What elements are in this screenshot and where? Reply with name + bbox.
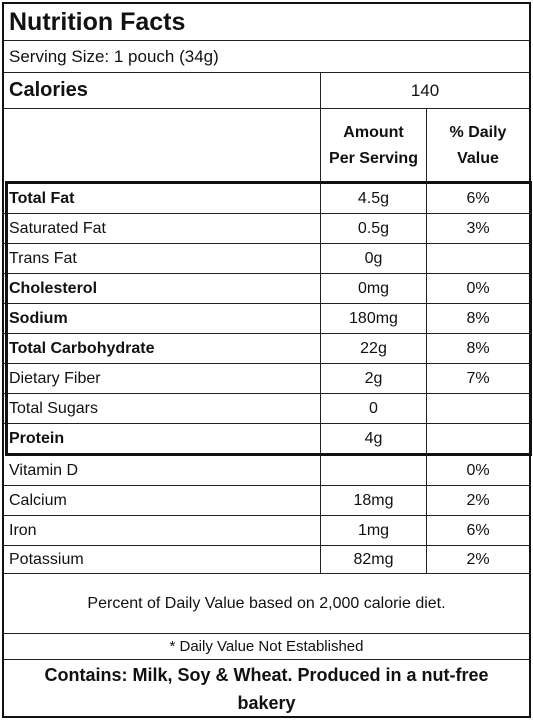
nutrient-name: Total Fat <box>4 184 321 213</box>
vitamin-amount: 18mg <box>321 486 427 515</box>
nutrient-row <box>4 424 529 454</box>
nutrient-name: Total Carbohydrate <box>4 334 321 363</box>
nutrient-name: Saturated Fat <box>4 214 321 243</box>
vitamin-row <box>4 486 529 516</box>
nutrient-amount: 0g <box>321 244 427 273</box>
nutrient-row <box>4 244 529 274</box>
vitamin-daily-value: 0% <box>466 461 490 479</box>
vitamin-amount: 82mg <box>321 546 427 573</box>
nutrient-name: Protein <box>4 424 321 454</box>
nutrient-daily-value <box>427 424 529 454</box>
nutrient-amount: 0.5g <box>321 214 427 243</box>
nutrient-name: Total Sugars <box>4 394 321 423</box>
nutrient-amount: 0mg <box>321 274 427 303</box>
calories-value: 140 <box>410 80 440 100</box>
vitamin-daily-value: 6% <box>466 521 490 539</box>
vitamin-row <box>4 516 529 546</box>
vitamin-amount <box>321 456 427 485</box>
serving-row <box>4 41 529 73</box>
header-daily-value <box>427 109 529 182</box>
vitamin-amount: 1mg <box>321 516 427 545</box>
header-amount-text: Amount Per Serving <box>329 123 418 167</box>
vitamin-daily-value: 2% <box>466 550 490 568</box>
title-row <box>4 4 529 41</box>
vitamin-name: Calcium <box>4 486 321 515</box>
calories-row <box>4 73 529 109</box>
calories-label: Calories <box>4 73 321 108</box>
nutrient-row <box>4 274 529 304</box>
nutrient-row <box>4 394 529 424</box>
vitamin-name: Vitamin D <box>4 456 321 485</box>
vitamin-name: Potassium <box>4 546 321 573</box>
vitamin-row <box>4 546 529 574</box>
nutrient-row <box>4 214 529 244</box>
nutrient-row <box>4 334 529 364</box>
nutrient-row <box>4 184 529 214</box>
daily-value-footnote: Percent of Daily Value based on 2,000 calorie diet. <box>4 574 529 634</box>
label-title: Nutrition Facts <box>9 7 186 36</box>
nutrient-daily-value: 6% <box>466 189 490 207</box>
nutrient-name: Cholesterol <box>4 274 321 303</box>
nutrient-amount: 4.5g <box>321 184 427 213</box>
nutrient-daily-value: 8% <box>466 339 490 357</box>
serving-size: Serving Size: 1 pouch (34g) <box>9 46 219 66</box>
nutrient-daily-value <box>427 244 529 273</box>
not-established-footnote: * Daily Value Not Established <box>4 634 529 660</box>
nutrient-daily-value: 8% <box>466 309 490 327</box>
nutrient-amount: 2g <box>321 364 427 393</box>
nutrient-daily-value <box>427 394 529 423</box>
vitamin-row <box>4 456 529 486</box>
nutrition-facts-label <box>2 2 531 718</box>
nutrient-row <box>4 304 529 334</box>
nutrient-row <box>4 364 529 394</box>
nutrient-daily-value: 3% <box>466 219 490 237</box>
nutrient-name: Dietary Fiber <box>4 364 321 393</box>
nutrient-amount: 22g <box>321 334 427 363</box>
allergen-statement: Contains: Milk, Soy & Wheat. Produced in a nut-free bakery <box>44 665 489 713</box>
header-amount-per-serving <box>321 109 427 182</box>
nutrient-amount: 4g <box>321 424 427 454</box>
nutrient-name: Sodium <box>4 304 321 333</box>
nutrient-amount: 0 <box>321 394 427 423</box>
vitamin-name: Iron <box>4 516 321 545</box>
column-header-row <box>4 109 529 182</box>
vitamin-daily-value: 2% <box>466 491 490 509</box>
nutrient-amount: 180mg <box>321 304 427 333</box>
nutrient-daily-value: 7% <box>466 369 490 387</box>
nutrient-daily-value: 0% <box>466 279 490 297</box>
header-blank-cell <box>4 109 321 182</box>
header-dv-text: % Daily Value <box>449 123 507 167</box>
nutrient-name: Trans Fat <box>4 244 321 273</box>
